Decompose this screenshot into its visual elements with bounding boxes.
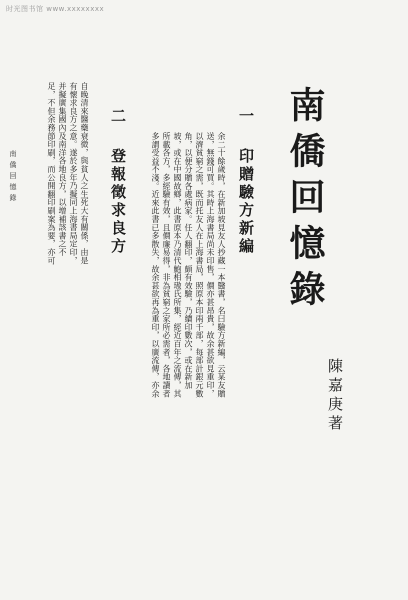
author-name: 陳嘉庚著 [326,358,344,434]
section-2-body: 自晚清來醫藥衰微，與貧人之生死大有關係，由是有懷求良方之意。遂於多年乃擬同上海書局定印，并擬廣集國內及南洋各地良方，以增補該書之不足，不但余務節印刷，而公開翻印刷案為要，亦可 [47,82,89,265]
section-2-heading: 登報徵求良方 [109,148,127,256]
watermark-text: 时光图书馆 www.xxxxxxxx [6,5,105,13]
section-2-number: 二 [109,108,127,126]
section-1-number: 一 [237,108,255,126]
section-1-body: 余二十餘歲時，在新加坡見友人抄藏一本醫書，名曰驗方新編，云某友贈送，無錢可買。其時上海書局尚未印售，價亦甚昂貴，故余甚欲見重印，以濟貧窮之需，既而托友人在上海書局，照原本印兩千部，每部計銀元數角，以便分贈各處病家。任人翻印，頗有效驗，乃續印數次，或在新加坡，或在中國故鄉，此書原本乃清代鮑相璈氏所集，經近百年之流傳，其所載各方，多經驗有效，且價廉易得，非為貧窮之家所必需者，各地讀者多謂受益不淺。近來此書已多散失，故余甚欲再為重印，以廣流傳，亦余 [151,132,226,398]
section-1-heading: 印贈驗方新編 [237,148,255,256]
book-title: 南僑回憶錄 [284,86,326,316]
running-head: 南僑回憶錄 [9,150,17,205]
